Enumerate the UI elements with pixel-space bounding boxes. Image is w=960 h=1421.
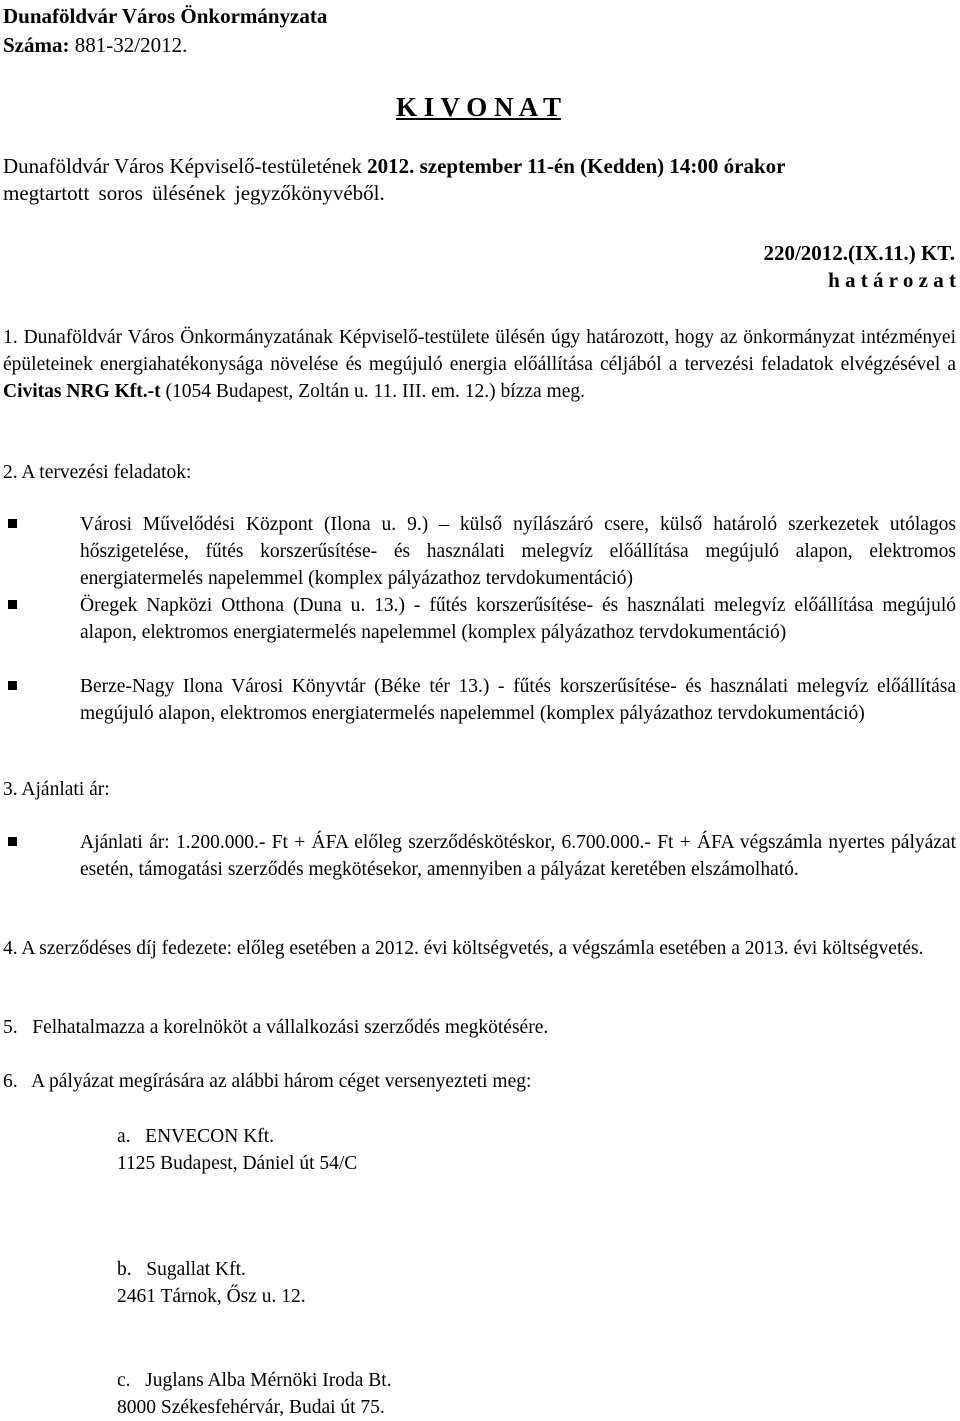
- company-address: 2461 Tárnok, Ősz u. 12.: [117, 1286, 306, 1307]
- list-item: [0, 511, 960, 592]
- document-number-label: Száma:: [3, 33, 70, 57]
- resolution-number: 220/2012.(IX.11.) KT.: [763, 241, 955, 265]
- paragraph-3-heading: 3. Ajánlati ár:: [3, 779, 110, 800]
- list-item: [0, 673, 960, 754]
- paragraph-1-text: 1. Dunaföldvár Város Önkormányzatának Képviselő-testülete ülésén úgy határozott, hogy az önkormányzat intézményei épületeinek energiahatékonysága növelése és megújuló energia előállítása céljából a tervezési feladatok elvégzésével a: [3, 327, 956, 375]
- company-name: b. Sugallat Kft.: [117, 1259, 246, 1280]
- document-title: K I V O N A T: [395, 92, 562, 122]
- company-entry: [117, 1340, 392, 1421]
- paragraph-2-heading: 2. A tervezési feladatok:: [3, 462, 192, 483]
- company-address: 1125 Budapest, Dániel út 54/C: [117, 1153, 358, 1174]
- paragraph-4: 4. A szerződéses díj fedezete: előleg esetében a 2012. évi költségvetés, a végszámla esetében a 2013. évi költségvetés.: [3, 938, 924, 959]
- list-item: [0, 592, 960, 673]
- task-item-text: Városi Művelődési Központ (Ilona u. 9.) – külső nyílászáró csere, külső határoló szerkezetek utólagos hőszigetelése, fűtés korszerűsítése- és használati melegvíz előállítása megújuló alapon, elektromos energiatermelés napelemmel (komplex pályázathoz tervdokumentáció): [80, 514, 956, 589]
- bullet-icon: [8, 519, 17, 528]
- intro-line-2: megtartott soros ülésének jegyzőkönyvéből.: [3, 181, 385, 205]
- company-entry: [117, 1202, 392, 1340]
- task-item-text: Öregek Napközi Otthona (Duna u. 13.) - fűtés korszerűsítése- és használati melegvíz előállítása megújuló alapon, elektromos energiatermelés napelemmel (komplex pályázathoz tervdokumentáció): [80, 595, 956, 643]
- paragraph-5: 5. Felhatalmazza a korelnököt a vállalkozási szerződés megkötésére.: [3, 1017, 549, 1038]
- intro-line-1: [3, 153, 956, 180]
- bullet-icon: [8, 681, 17, 690]
- price-item: [0, 829, 960, 910]
- bullet-icon: [8, 837, 17, 846]
- company-list: [117, 1123, 392, 1421]
- organization-name: Dunaföldvár Város Önkormányzata: [3, 4, 328, 28]
- bullet-icon: [8, 600, 17, 609]
- contractor-address: (1054 Budapest, Zoltán u. 11. III. em. 12.) bízza meg.: [165, 381, 585, 402]
- intro-text: Dunaföldvár Város Képviselő-testületének: [3, 154, 362, 178]
- company-name: c. Juglans Alba Mérnöki Iroda Bt.: [117, 1370, 392, 1391]
- paragraph-6: 6. A pályázat megírására az alábbi három céget versenyezteti meg:: [3, 1071, 532, 1092]
- document-number: [3, 32, 187, 59]
- contractor-name: Civitas NRG Kft.-t: [3, 381, 161, 402]
- document-number-value: 881-32/2012.: [74, 33, 188, 57]
- company-address: 8000 Székesfehérvár, Budai út 75.: [117, 1397, 385, 1418]
- resolution-label: h a t á r o z a t: [828, 268, 956, 292]
- task-item-text: Berze-Nagy Ilona Városi Könyvtár (Béke tér 13.) - fűtés korszerűsítése- és használati melegvíz előállítása megújuló alapon, elektromos energiatermelés napelemmel (komplex pályázathoz tervdokumentáció): [80, 676, 956, 724]
- task-list: [0, 511, 960, 754]
- meeting-date: 2012. szeptember 11-én (Kedden) 14:00 órakor: [367, 154, 786, 178]
- company-name: a. ENVECON Kft.: [117, 1126, 275, 1147]
- paragraph-1: [3, 324, 956, 405]
- price-item-text: Ajánlati ár: 1.200.000.- Ft + ÁFA előleg szerződéskötéskor, 6.700.000.- Ft + ÁFA végszámla nyertes pályázat esetén, támogatási szerződés megkötésekor, amennyiben a pályázat keretében elszámolható.: [80, 832, 956, 880]
